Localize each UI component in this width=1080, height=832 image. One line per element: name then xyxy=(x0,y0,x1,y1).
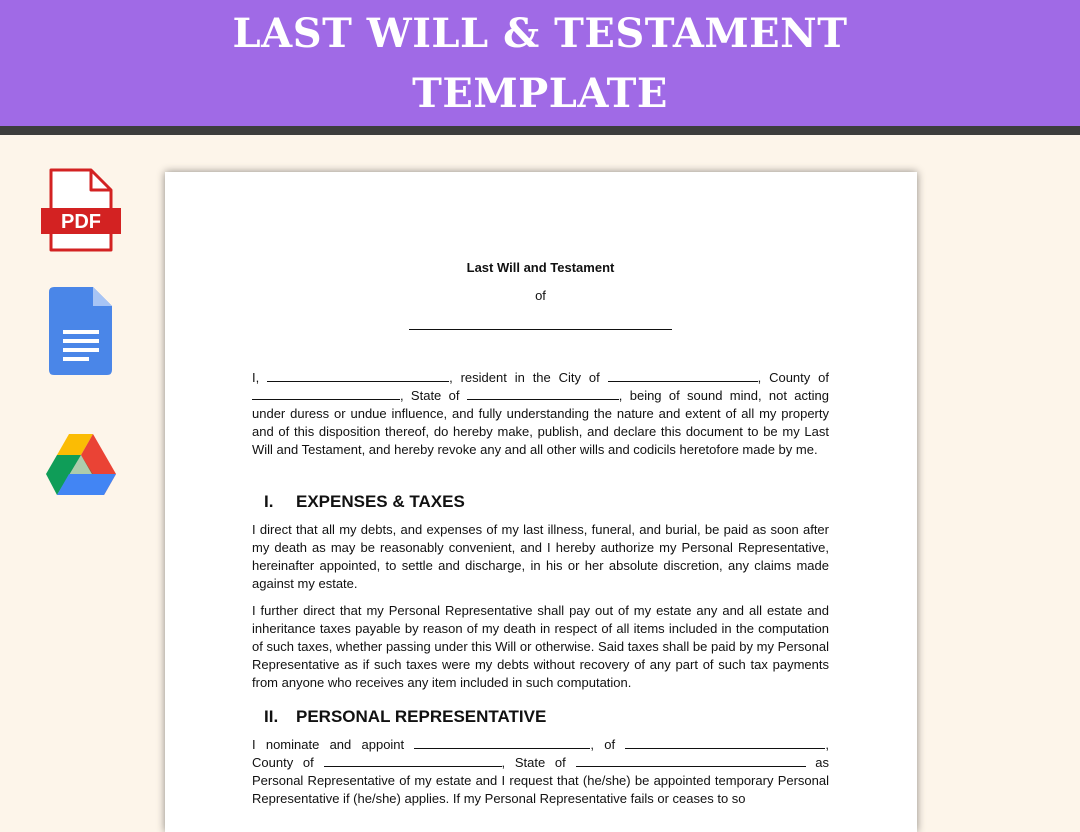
intro-paragraph xyxy=(252,369,829,459)
section-title: EXPENSES & TAXES xyxy=(296,492,465,511)
pr-text-3: , County of xyxy=(252,737,829,770)
format-icons xyxy=(0,135,160,810)
pdf-icon xyxy=(40,168,122,254)
personal-representative-paragraph xyxy=(252,736,829,808)
blank-representative-address xyxy=(625,737,825,749)
testator-name-line xyxy=(409,329,672,330)
banner-divider xyxy=(0,126,1080,135)
banner-title-line-2: TEMPLATE xyxy=(412,70,668,117)
intro-text-2: , resident in the City of xyxy=(449,370,600,385)
blank-name xyxy=(267,370,449,382)
google-docs-icon xyxy=(49,286,113,376)
banner-title-line-1: LAST WILL & TESTAMENT xyxy=(232,10,848,57)
pr-text-2: , of xyxy=(590,737,616,752)
blank-representative-state xyxy=(576,755,806,767)
intro-text-3: , County of xyxy=(757,370,829,385)
blank-representative-county xyxy=(324,755,502,767)
section-number: I. xyxy=(264,492,274,511)
pr-text-1: I nominate and appoint xyxy=(252,737,405,752)
pdf-icon-label: PDF xyxy=(61,211,101,233)
document-title: Last Will and Testament xyxy=(466,260,615,275)
intro-text-1: I, xyxy=(252,370,260,385)
section-heading-expenses xyxy=(252,492,829,512)
blank-county xyxy=(252,388,400,400)
section-heading-personal-representative xyxy=(252,707,829,727)
pr-text-5: as Personal Representative of my estate and I request that (he/she) be appointed temporary Personal Representative if (he/she) applies. If my Personal Representative fails or ceases to so xyxy=(252,755,829,806)
document-of: of xyxy=(535,288,546,303)
blank-city xyxy=(608,370,758,382)
expenses-paragraph-2: I further direct that my Personal Representative shall pay out of my estate any and all estate and inheritance taxes payable by reason of my death in respect of all items included in the computation of such taxes, whether passing under this Will or otherwise. Said taxes shall be paid by my Personal Representative as if such taxes were my debts without recovery of any part of such tax payments from anyone who receives any item included in such computation. xyxy=(252,603,829,690)
section-title: PERSONAL REPRESENTATIVE xyxy=(296,707,547,726)
title-banner xyxy=(0,0,1080,126)
pr-text-4: , State of xyxy=(501,755,566,770)
blank-state xyxy=(467,388,619,400)
intro-text-5: , being of sound mind, not acting under duress or undue influence, and fully understanding the nature and extent of all my property and of this disposition thereof, do hereby make, publish, and declare this document to be my Last Will and Testament, and hereby revoke any and all other wills and codicils heretofore made by me. xyxy=(252,388,829,457)
intro-text-4: , State of xyxy=(400,388,460,403)
blank-representative-name xyxy=(414,737,590,749)
document-page xyxy=(165,172,917,832)
expenses-paragraph-1: I direct that all my debts, and expenses of my last illness, funeral, and burial, be paid as soon after my death as may be reasonably convenient, and I hereby authorize my Personal Representative, hereinafter appointed, to settle and discharge, in his or her absolute discretion, any claims made against my estate. xyxy=(252,522,829,591)
google-drive-icon xyxy=(45,433,117,499)
section-number: II. xyxy=(264,707,279,726)
